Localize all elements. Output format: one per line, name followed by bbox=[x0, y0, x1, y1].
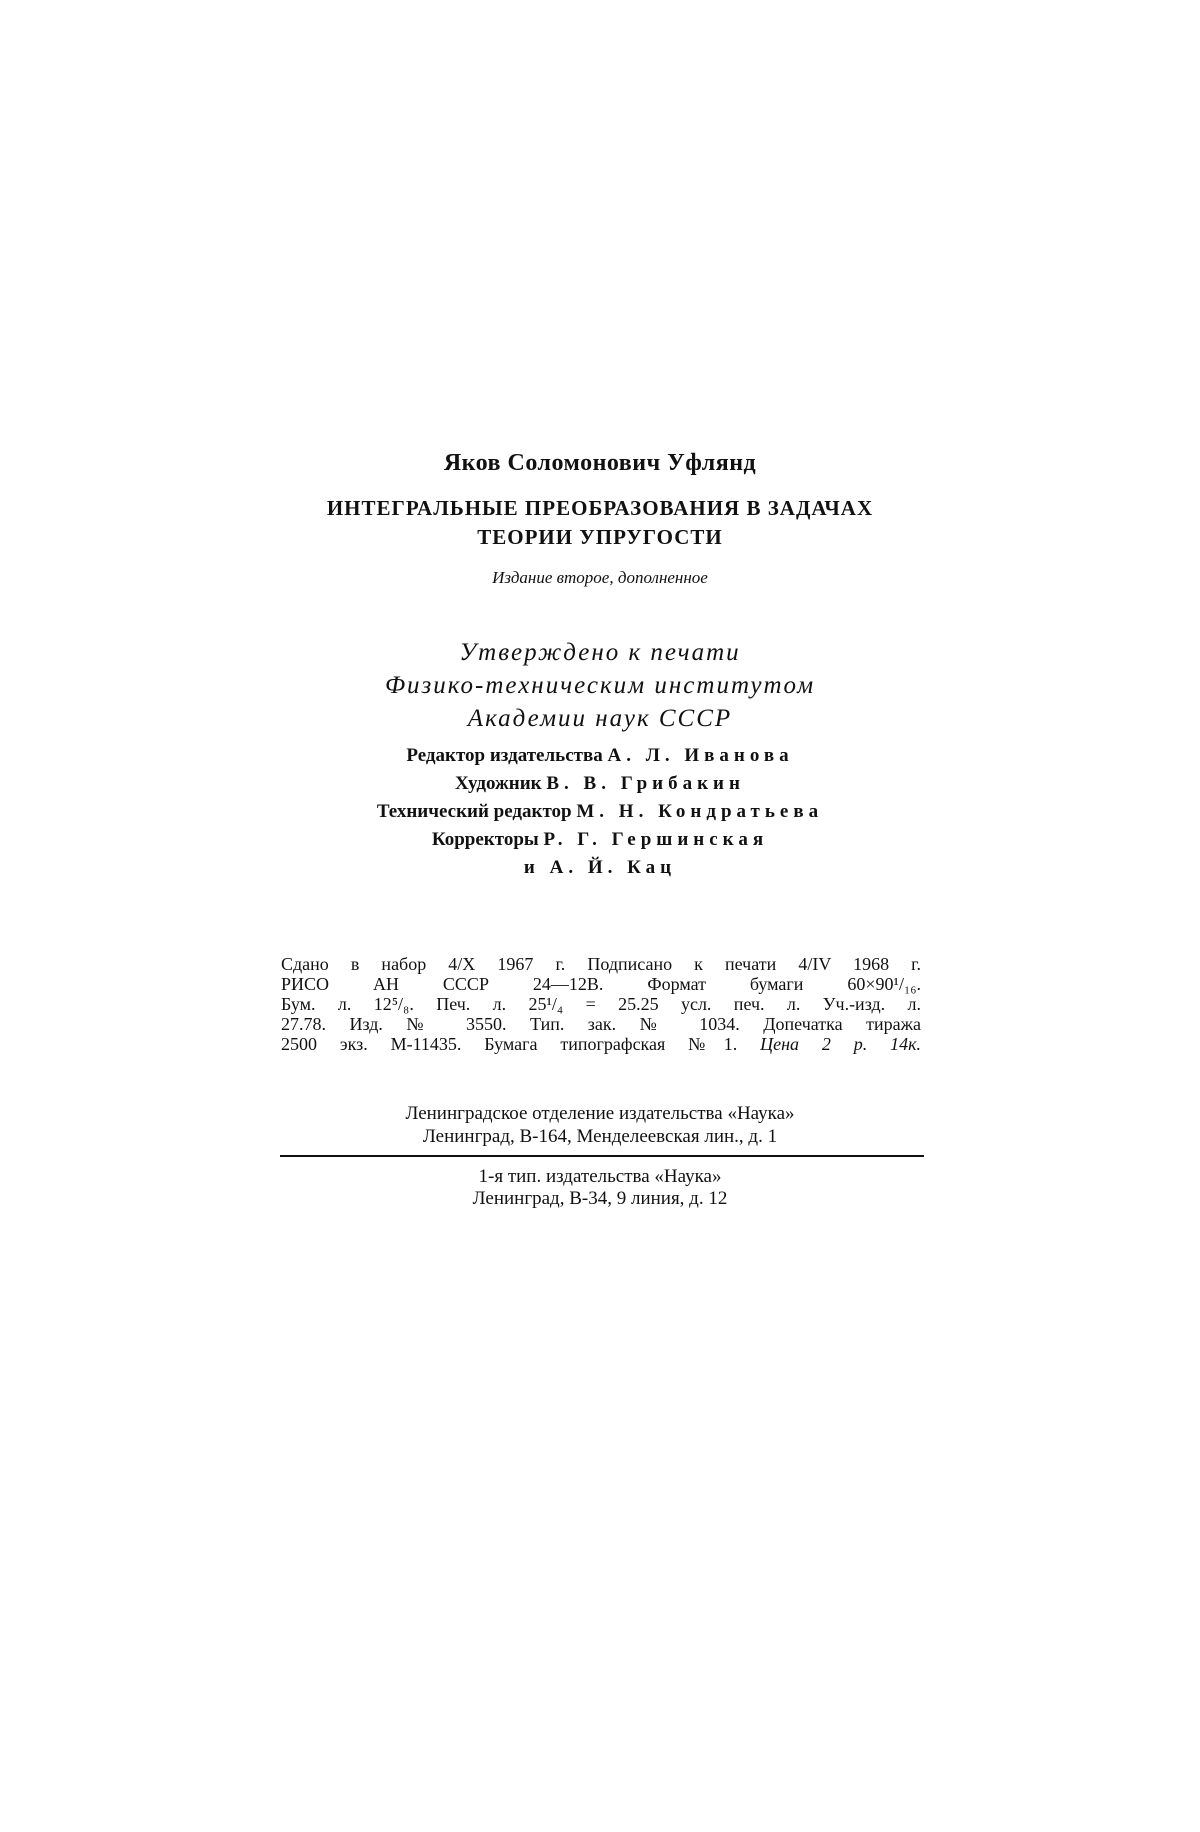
staff-credits bbox=[0, 742, 1200, 882]
imprint-line-1: Сдано в набор 4/X 1967 г. Подписано к печати 4/IV 1968 г. bbox=[281, 954, 921, 974]
corrector-1-name: Р. Г. Гершинская bbox=[543, 829, 769, 850]
author-name: Яков Соломонович Уфлянд bbox=[443, 450, 757, 476]
imprint-block bbox=[281, 954, 921, 1054]
artist-label: Художник bbox=[455, 773, 542, 794]
publisher-branch bbox=[0, 1102, 1200, 1148]
tech-editor-label: Технический редактор bbox=[376, 801, 572, 822]
divider-rule bbox=[280, 1155, 924, 1157]
book-title-line-2: ТЕОРИИ УПРУГОСТИ bbox=[477, 525, 723, 549]
editor-name: А. Л. Иванова bbox=[607, 745, 794, 766]
artist-name: В. В. Грибакин bbox=[546, 773, 745, 794]
printer-info bbox=[0, 1166, 1200, 1210]
corrector-2-credit bbox=[0, 854, 1200, 882]
imprint-line-5 bbox=[281, 1034, 921, 1054]
book-title bbox=[0, 494, 1200, 552]
imprint-line-5-main: 2500 экз. М-11435. Бумага типографская №1. bbox=[281, 1034, 738, 1054]
book-title-line-1: ИНТЕГРАЛЬНЫЕ ПРЕОБРАЗОВАНИЯ В ЗАДАЧАХ bbox=[326, 496, 874, 520]
approval-line-3: Академии наук СССР bbox=[467, 705, 733, 732]
printer-line-1: 1-я тип. издательства «Наука» bbox=[478, 1166, 722, 1187]
correctors-label: Корректоры bbox=[431, 829, 539, 850]
correctors-credit bbox=[0, 826, 1200, 854]
tech-editor-name: М. Н. Кондратьева bbox=[576, 801, 824, 822]
edition-note: Издание второе, дополненное bbox=[492, 568, 708, 587]
price: Цена 2 р. 14к. bbox=[760, 1034, 922, 1054]
corrector-2-name: и А. Й. Кац bbox=[523, 857, 677, 878]
imprint-line-2: РИСО АН СССР 24—12В. Формат бумаги 60×90¹/₁₆. bbox=[281, 974, 921, 994]
editor-credit bbox=[0, 742, 1200, 770]
publisher-branch-line-1: Ленинградское отделение издательства «Наука» bbox=[405, 1103, 795, 1124]
approval-statement bbox=[0, 636, 1200, 735]
artist-credit bbox=[0, 770, 1200, 798]
imprint-line-3: Бум. л. 12⁵/₈. Печ. л. 25¹/₄ = 25.25 усл. печ. л. Уч.-изд. л. bbox=[281, 994, 921, 1014]
approval-line-2: Физико-техническим институтом bbox=[384, 672, 816, 699]
printer-line-2: Ленинград, В-34, 9 линия, д. 12 bbox=[472, 1188, 728, 1209]
approval-line-1: Утверждено к печати bbox=[459, 639, 741, 666]
imprint-line-4: 27.78. Изд. № 3550. Тип. зак. № 1034. Допечатка тиража bbox=[281, 1014, 921, 1034]
publisher-branch-line-2: Ленинград, В-164, Менделеевская лин., д. 1 bbox=[422, 1126, 778, 1147]
editor-label: Редактор издательства bbox=[406, 745, 603, 766]
tech-editor-credit bbox=[0, 798, 1200, 826]
